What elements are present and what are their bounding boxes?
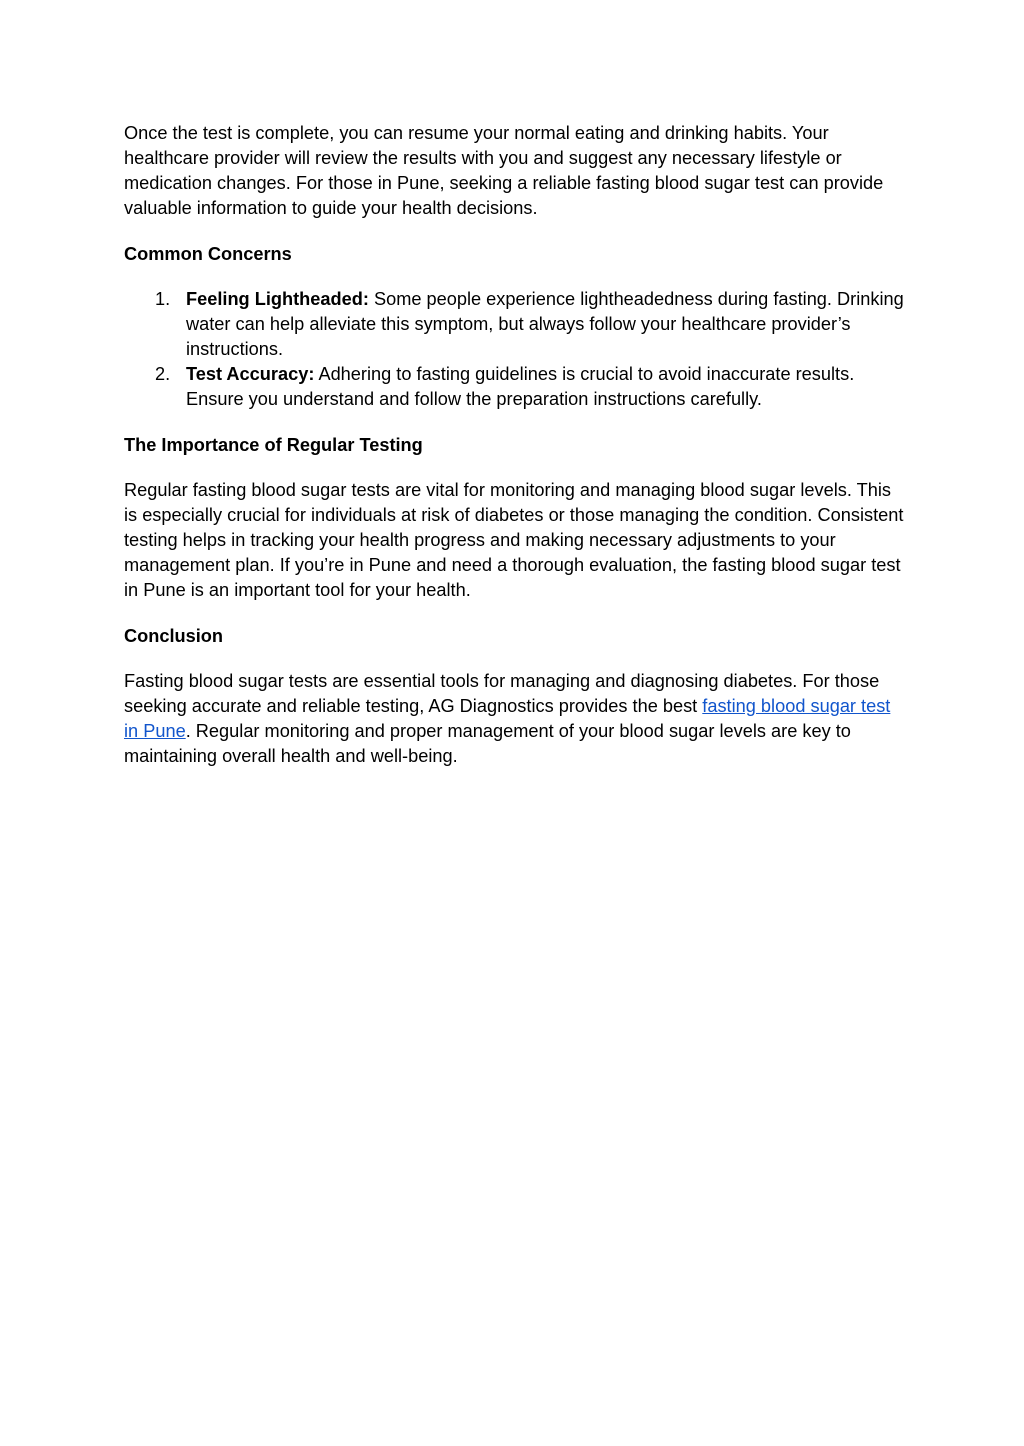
list-item-text: Some people experience lightheadedness during fasting. Drinking water can help alleviate this symptom, but always follow your healthcare provider’s instructions.: [186, 289, 904, 359]
list-item: [124, 287, 904, 362]
common-concerns-heading: Common Concerns: [124, 243, 292, 264]
conclusion-heading: Conclusion: [124, 625, 224, 646]
conclusion-text-before-link: Fasting blood sugar tests are essential tools for managing and diagnosing diabetes. For those seeking accurate and reliable testing, AG Diagnostics provides the best: [124, 671, 880, 716]
fasting-blood-sugar-test-link[interactable]: fasting blood sugar test in Pune: [124, 696, 891, 741]
common-concerns-list: [124, 287, 904, 412]
document-page: [124, 121, 904, 790]
list-item-number: 2.: [155, 364, 171, 384]
list-item: [124, 362, 904, 412]
regular-testing-paragraph: Regular fasting blood sugar tests are vital for monitoring and managing blood sugar levels. This is especially crucial for individuals at risk of diabetes or those managing the condition. Consistent testing helps in tracking your health progress and making necessary adjustments to your management plan. If you’re in Pune and need a thorough evaluation, the fasting blood sugar test in Pune is an important tool for your health.: [124, 480, 904, 600]
list-item-title: Test Accuracy:: [186, 364, 315, 384]
list-item-number: 1.: [155, 289, 171, 309]
list-item-text: Adhering to fasting guidelines is crucial to avoid inaccurate results. Ensure you understand and follow the preparation instructions carefully.: [186, 364, 855, 409]
conclusion-paragraph: [124, 669, 904, 769]
regular-testing-heading: The Importance of Regular Testing: [124, 434, 423, 455]
list-item-title: Feeling Lightheaded:: [186, 289, 369, 309]
conclusion-text-after-link: . Regular monitoring and proper management of your blood sugar levels are key to maintaining overall health and well-being.: [124, 721, 851, 766]
intro-paragraph: Once the test is complete, you can resume your normal eating and drinking habits. Your healthcare provider will review the results with you and suggest any necessary lifestyle or medication changes. For those in Pune, seeking a reliable fasting blood sugar test can provide valuable information to guide your health decisions.: [124, 123, 884, 218]
